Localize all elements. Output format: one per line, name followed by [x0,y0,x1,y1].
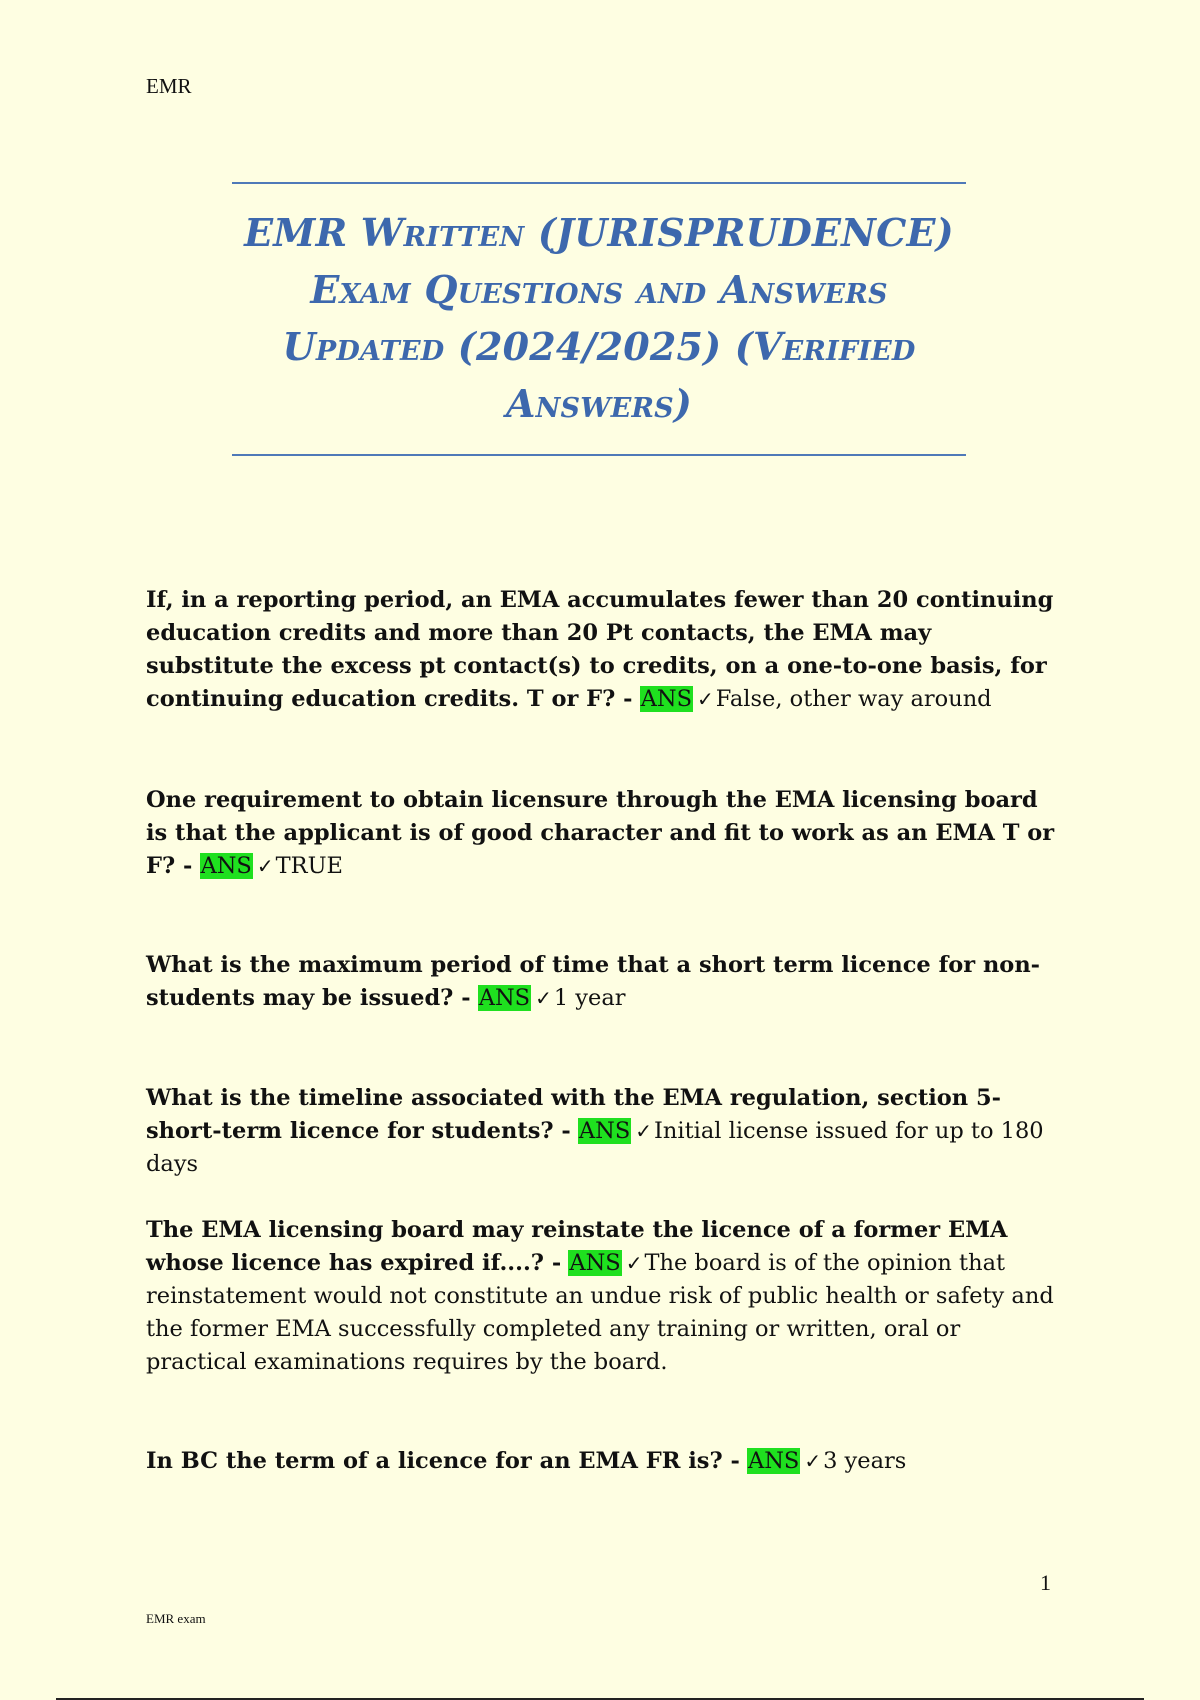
check-icon: ✓ [535,986,552,1010]
question-text: What is the maximum period of time that a short term licence for non-students may be issued? - [146,952,1041,1011]
question-text: What is the timeline associated with the EMA regulation, section 5- short-term licence for students? - [146,1085,1001,1144]
ans-highlight: ANS [478,985,531,1011]
title-line-3: Updated (2024/2025) (Verified [282,324,916,369]
answer-text: 1 year [553,985,626,1011]
ans-highlight: ANS [569,1250,621,1276]
title-line-4: Answers) [505,381,693,426]
qa-item-3 [146,949,1056,1015]
qa-item-2 [146,784,1056,883]
question-text: In BC the term of a licence for an EMA FR is? - [146,1448,740,1474]
answer-text: Initial license issued for up to 180 days [146,1118,1044,1177]
check-icon: ✓ [625,1251,643,1275]
qa-item-5 [146,1214,1056,1379]
running-footer: EMR exam [146,1611,206,1626]
page-number: 1 [1040,1570,1051,1595]
check-icon: ✓ [697,687,714,711]
answer-text: TRUE [275,853,343,879]
check-icon: ✓ [804,1449,822,1473]
answer-text: 3 years [823,1448,907,1474]
qa-item-1 [146,584,1056,716]
ans-highlight: ANS [200,853,252,879]
check-icon: ✓ [256,854,274,878]
answer-text: False, other way around [715,686,992,712]
title-line-1: EMR Written (JURISPRUDENCE) [244,210,954,255]
running-header: EMR [146,74,192,98]
qa-item-4 [146,1082,1056,1181]
ans-highlight: ANS [578,1118,631,1144]
ans-highlight: ANS [640,686,693,712]
document-title [232,182,966,456]
question-text: The EMA licensing board may reinstate the licence of a former EMA whose licence has expired if....? - [146,1217,1008,1276]
check-icon: ✓ [635,1119,653,1143]
answer-text: The board is of the opinion that reinstatement would not constitute an undue risk of public health or safety and the former EMA successfully completed any training or written, oral or practical examinations requires by the board. [146,1250,1054,1375]
qa-item-6 [146,1445,1056,1478]
question-text: If, in a reporting period, an EMA accumulates fewer than 20 continuing education credits and more than 20 Pt contacts, the EMA may substitute the excess pt contact(s) to credits, on a one-to-one basis, for continuing education credits. T or F? - [146,587,1054,712]
ans-highlight: ANS [747,1448,800,1474]
question-text: One requirement to obtain licensure through the EMA licensing board is that the applicant is of good character and fit to work as an EMA T or F? - [146,787,1055,879]
title-line-2: Exam Questions and Answers [310,267,888,312]
